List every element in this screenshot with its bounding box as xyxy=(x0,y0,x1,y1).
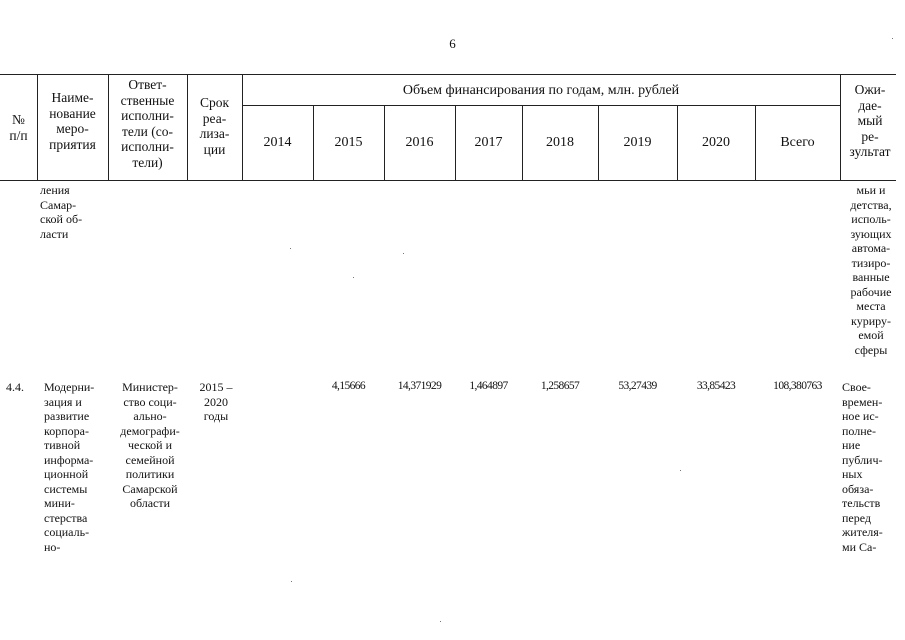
header-line: № xyxy=(12,112,25,127)
row-term-cell xyxy=(190,380,242,424)
cell-line: обяза- xyxy=(842,481,874,496)
cell-line: Самарской xyxy=(122,481,178,496)
value-2019: 53,27439 xyxy=(618,380,657,392)
scan-speck xyxy=(892,38,893,39)
cell-line: корпора- xyxy=(44,423,89,438)
cell-line: тивной xyxy=(44,438,81,452)
cell-line: ство соци- xyxy=(123,394,177,409)
scan-speck xyxy=(290,248,291,249)
cell-line: Самар- xyxy=(40,197,77,212)
cell-line: ально- xyxy=(133,409,167,423)
cell-line: емой xyxy=(858,328,884,342)
cell-line: тизиро- xyxy=(851,255,891,270)
header-responsible xyxy=(108,77,187,170)
cell-line: семейной xyxy=(125,452,175,467)
scan-speck xyxy=(353,277,354,278)
row-result-cell xyxy=(842,380,902,554)
scan-speck xyxy=(403,253,404,254)
row-responsible-cell xyxy=(112,380,188,511)
cell-line: информа- xyxy=(44,452,94,467)
value-2020: 33,85423 xyxy=(696,380,736,392)
cell-line: 2020 xyxy=(204,394,228,409)
year-2014: 2014 xyxy=(263,135,292,150)
cell-line: рабочие xyxy=(850,284,892,299)
cell-line: стерства xyxy=(44,510,88,525)
header-line: п/п xyxy=(9,127,28,143)
header-line: нование xyxy=(49,105,96,121)
cell-line: Модерни- xyxy=(44,380,95,394)
cell-line: мьи и xyxy=(856,183,886,197)
header-line: ции xyxy=(203,141,226,157)
value-2018: 1,258657 xyxy=(540,380,580,392)
funding-subheader-border xyxy=(242,105,840,106)
year-2017: 2017 xyxy=(474,135,503,150)
cell-line: ние xyxy=(842,438,861,452)
header-result xyxy=(840,82,900,160)
header-line: приятия xyxy=(49,136,96,152)
cell-line: перед xyxy=(842,510,872,525)
cell-line: ления xyxy=(40,183,70,197)
cell-line: ласти xyxy=(40,226,69,241)
header-line: меро- xyxy=(56,121,89,136)
value-total: 108,380763 xyxy=(773,380,822,392)
scan-speck xyxy=(291,581,292,582)
cell-line: развитие xyxy=(44,409,90,423)
cell-line: ческой и xyxy=(127,438,173,452)
value-2016: 14,371929 xyxy=(397,380,442,392)
cell-line: ное ис- xyxy=(842,409,879,423)
cell-line: зующих xyxy=(850,226,892,241)
header-line: Срок xyxy=(199,95,230,110)
cell-line: публич- xyxy=(842,452,883,467)
header-line: тели (со- xyxy=(122,123,173,139)
year-2019: 2019 xyxy=(623,135,652,150)
cell-line: времен- xyxy=(842,394,883,409)
header-line: мый xyxy=(857,113,883,128)
cell-line: куриру- xyxy=(851,313,891,328)
header-line: реа- xyxy=(202,110,227,126)
header-line: Наиме- xyxy=(51,90,94,105)
cell-line: социаль- xyxy=(44,525,90,539)
header-line: исполни- xyxy=(121,139,174,154)
cell-line: места xyxy=(856,299,886,313)
cell-line: жителя- xyxy=(842,525,883,539)
year-total: Всего xyxy=(780,135,815,150)
cell-line: 2015 – xyxy=(199,380,233,394)
year-2018: 2018 xyxy=(546,135,574,150)
cell-line: ми Са- xyxy=(842,539,877,554)
header-line: ре- xyxy=(861,128,879,144)
scan-speck xyxy=(440,621,441,622)
cell-line: детства, xyxy=(850,197,892,212)
cell-line: сферы xyxy=(854,342,888,357)
header-line: Ответ- xyxy=(128,77,167,92)
year-2016: 2016 xyxy=(405,135,434,150)
continued-result-cell xyxy=(840,183,902,357)
header-term xyxy=(187,95,242,157)
header-line: тели) xyxy=(132,154,163,170)
cell-line: демографи- xyxy=(120,423,180,438)
page-number: 6 xyxy=(449,36,456,51)
cell-line: Министер- xyxy=(122,380,178,394)
cell-line: зация и xyxy=(44,394,82,409)
header-number xyxy=(0,112,37,143)
scan-speck xyxy=(680,470,681,471)
header-line: исполни- xyxy=(121,108,174,123)
header-bottom-border xyxy=(0,180,896,181)
cell-line: мини- xyxy=(44,496,75,510)
cell-line: годы xyxy=(203,409,229,423)
year-2020: 2020 xyxy=(702,135,730,150)
cell-line: исполь- xyxy=(851,212,891,226)
row-number: 4.4. xyxy=(6,380,24,394)
cell-line: ской об- xyxy=(40,212,83,226)
cell-line: ных xyxy=(842,467,863,481)
header-funding: Объем финансирования по годам, млн. рублей xyxy=(402,83,680,98)
cell-line: политики xyxy=(125,467,175,481)
cell-line: Своe- xyxy=(842,380,871,394)
header-line: лиза- xyxy=(199,126,230,141)
value-2017: 1,464897 xyxy=(469,380,508,392)
header-line: Ожи- xyxy=(854,82,886,97)
header-line: дае- xyxy=(858,97,882,113)
cell-line: системы xyxy=(44,481,88,496)
year-2015: 2015 xyxy=(334,135,363,150)
header-line: зультат xyxy=(849,144,891,159)
cell-line: области xyxy=(129,496,171,510)
header-name xyxy=(37,90,108,152)
header-top-border xyxy=(0,74,896,75)
header-line: ственные xyxy=(120,92,175,108)
cell-line: ванные xyxy=(852,270,890,284)
cell-line: автома- xyxy=(851,241,891,255)
cell-line: полне- xyxy=(842,423,876,438)
row-name-cell xyxy=(44,380,106,554)
continued-name-cell xyxy=(40,183,102,241)
cell-line: тельств xyxy=(842,496,881,510)
value-2015: 4,15666 xyxy=(331,380,366,392)
cell-line: ционной xyxy=(44,467,89,481)
cell-line: но- xyxy=(44,539,61,554)
